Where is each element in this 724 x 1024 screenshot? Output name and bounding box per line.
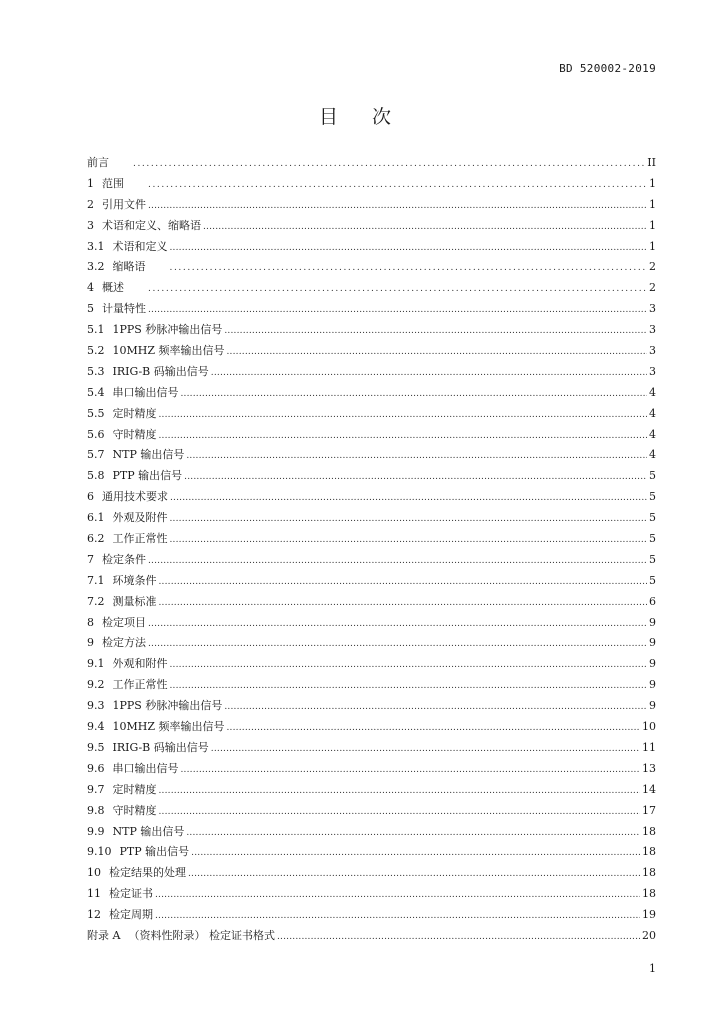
toc-entry-number: 9.5 xyxy=(87,740,105,754)
toc-entry-number: 5.2 xyxy=(87,344,105,358)
toc-entry[interactable] xyxy=(87,446,656,467)
toc-entry-label: 串口输出信号 xyxy=(112,385,179,399)
toc-entry-page: 6 xyxy=(649,594,656,608)
toc-entry[interactable] xyxy=(87,760,656,781)
table-of-contents xyxy=(87,154,656,948)
toc-entry[interactable] xyxy=(87,676,656,697)
toc-entry[interactable] xyxy=(87,906,656,927)
toc-leader-dots xyxy=(170,681,648,691)
toc-entry-number: 5 xyxy=(87,302,94,316)
toc-leader-dots xyxy=(188,869,640,879)
toc-entry-number: 5.3 xyxy=(87,364,105,378)
toc-entry-number: 9.4 xyxy=(87,720,105,734)
toc-leader-dots xyxy=(186,828,640,838)
toc-entry[interactable] xyxy=(87,279,656,300)
toc-entry[interactable] xyxy=(87,217,656,238)
toc-entry[interactable] xyxy=(87,238,656,259)
toc-leader-dots xyxy=(159,786,641,796)
toc-leader-dots xyxy=(148,305,647,315)
toc-entry-page: 5 xyxy=(649,532,656,546)
toc-entry-label: 检定条件 xyxy=(102,552,146,566)
toc-entry-label: 定时精度 xyxy=(112,406,157,420)
toc-entry[interactable] xyxy=(87,718,656,739)
toc-entry-number: 9.7 xyxy=(87,782,105,796)
toc-entry-number: 5.8 xyxy=(87,469,105,483)
toc-entry-label: 10MHZ 频率输出信号 xyxy=(112,720,225,734)
toc-entry[interactable] xyxy=(87,864,656,885)
toc-entry[interactable] xyxy=(87,823,656,844)
toc-entry-label: 1PPS 秒脉冲输出信号 xyxy=(112,699,223,713)
toc-entry-page: 18 xyxy=(642,845,656,859)
toc-entry[interactable] xyxy=(87,467,656,488)
toc-entry-page: 4 xyxy=(649,448,656,462)
toc-entry-page: 11 xyxy=(642,740,656,754)
toc-entry-number: 11 xyxy=(87,887,101,901)
toc-entry-label: 术语和定义 xyxy=(112,239,168,253)
toc-entry-page: 10 xyxy=(642,720,656,734)
toc-entry[interactable] xyxy=(87,781,656,802)
toc-entry-number: 7.1 xyxy=(87,573,105,587)
toc-entry[interactable] xyxy=(87,551,656,572)
toc-leader-dots xyxy=(211,744,640,754)
toc-entry[interactable] xyxy=(87,572,656,593)
toc-entry-label: 概述 xyxy=(102,281,124,295)
toc-leader-dots xyxy=(184,472,647,482)
toc-entry-number: 7 xyxy=(87,552,94,566)
toc-leader-dots xyxy=(170,493,647,503)
toc-entry-number: 6.2 xyxy=(87,532,105,546)
toc-entry[interactable] xyxy=(87,300,656,321)
toc-entry[interactable] xyxy=(87,509,656,530)
toc-entry-page: 3 xyxy=(649,364,656,378)
toc-leader-dots xyxy=(159,807,641,817)
toc-entry-label: NTP 输出信号 xyxy=(112,824,185,838)
toc-leader-dots xyxy=(148,284,647,294)
toc-entry-label: 守时精度 xyxy=(112,427,157,441)
toc-leader-dots xyxy=(170,660,648,670)
toc-entry[interactable] xyxy=(87,885,656,906)
toc-entry[interactable] xyxy=(87,405,656,426)
toc-entry-label: 检定方法 xyxy=(102,636,146,650)
toc-entry-label: 环境条件 xyxy=(112,573,157,587)
toc-entry[interactable] xyxy=(87,739,656,760)
document-code: BD 520002-2019 xyxy=(559,62,656,75)
toc-entry-number: 12 xyxy=(87,908,101,922)
toc-entry-number: 9.1 xyxy=(87,657,105,671)
toc-entry-number: 2 xyxy=(87,197,94,211)
toc-entry-number: 4 xyxy=(87,281,94,295)
toc-entry-page: 5 xyxy=(649,490,656,504)
toc-entry-number: 9.3 xyxy=(87,699,105,713)
toc-entry-page: 18 xyxy=(642,824,656,838)
toc-entry[interactable] xyxy=(87,154,656,175)
toc-entry-page: 9 xyxy=(649,615,656,629)
toc-entry-page: 9 xyxy=(649,678,656,692)
toc-entry-number: 9 xyxy=(87,636,94,650)
toc-entry[interactable] xyxy=(87,258,656,279)
toc-entry-number: 5.7 xyxy=(87,448,105,462)
toc-entry-label: 检定周期 xyxy=(109,908,153,922)
toc-entry-label: 检定结果的处理 xyxy=(109,866,186,880)
toc-entry-label: PTP 输出信号 xyxy=(119,845,190,859)
toc-entry-number: 5.6 xyxy=(87,427,105,441)
toc-entry-label: （资料性附录） 检定证书格式 xyxy=(128,928,275,942)
toc-entry-number: 3.1 xyxy=(87,239,105,253)
toc-leader-dots xyxy=(277,932,640,942)
toc-entry-label: 测量标准 xyxy=(112,594,157,608)
toc-leader-dots xyxy=(170,243,648,253)
toc-entry-label: 工作正常性 xyxy=(112,532,168,546)
toc-entry[interactable] xyxy=(87,488,656,509)
toc-entry-label: 术语和定义、缩略语 xyxy=(102,218,201,232)
toc-entry-page: II xyxy=(647,156,656,169)
toc-entry-page: 20 xyxy=(642,928,656,942)
toc-entry-label: 串口输出信号 xyxy=(112,761,179,775)
toc-entry-number: 5.1 xyxy=(87,323,105,337)
toc-leader-dots xyxy=(133,159,645,169)
toc-entry-page: 19 xyxy=(642,908,656,922)
toc-entry-label: 外观和附件 xyxy=(112,657,168,671)
toc-leader-dots xyxy=(148,619,647,629)
toc-entry-number: 3 xyxy=(87,218,94,232)
toc-entry-page: 9 xyxy=(649,636,656,650)
toc-entry-label: 计量特性 xyxy=(102,302,146,316)
toc-entry-label: 通用技术要求 xyxy=(102,490,168,504)
toc-leader-dots xyxy=(227,723,641,733)
toc-entry-label: 检定项目 xyxy=(102,615,146,629)
toc-leader-dots xyxy=(211,368,647,378)
toc-entry-number: 10 xyxy=(87,866,101,880)
toc-leader-dots xyxy=(203,222,647,232)
toc-entry-label: NTP 输出信号 xyxy=(112,448,185,462)
toc-entry-label: 工作正常性 xyxy=(112,678,168,692)
toc-entry-number: 6 xyxy=(87,490,94,504)
toc-leader-dots xyxy=(170,263,648,273)
toc-entry-label: IRIG-B 码输出信号 xyxy=(112,740,209,754)
toc-entry-number: 7.2 xyxy=(87,594,105,608)
toc-entry[interactable] xyxy=(87,321,656,342)
toc-leader-dots xyxy=(170,535,648,545)
toc-entry-page: 9 xyxy=(649,657,656,671)
toc-entry-number: 3.2 xyxy=(87,260,105,274)
toc-entry[interactable] xyxy=(87,697,656,718)
toc-leader-dots xyxy=(227,347,648,357)
toc-entry[interactable] xyxy=(87,196,656,217)
toc-leader-dots xyxy=(186,451,647,461)
toc-entry-page: 2 xyxy=(649,281,656,295)
toc-entry-page: 4 xyxy=(649,385,656,399)
toc-entry-number: 1 xyxy=(87,176,94,190)
toc-entry-page: 4 xyxy=(649,427,656,441)
toc-entry[interactable] xyxy=(87,655,656,676)
toc-entry-page: 18 xyxy=(642,887,656,901)
toc-entry-page: 3 xyxy=(649,323,656,337)
toc-entry[interactable] xyxy=(87,614,656,635)
toc-entry-number: 9.9 xyxy=(87,824,105,838)
toc-entry-label: 引用文件 xyxy=(102,197,146,211)
toc-entry-page: 5 xyxy=(649,511,656,525)
toc-entry-number: 前言 xyxy=(87,156,109,169)
page-number: 1 xyxy=(649,962,656,975)
toc-entry-page: 18 xyxy=(642,866,656,880)
toc-entry-page: 14 xyxy=(642,782,656,796)
toc-leader-dots xyxy=(155,890,640,900)
toc-entry-number: 9.6 xyxy=(87,761,105,775)
toc-entry-label: 外观及附件 xyxy=(112,511,168,525)
toc-leader-dots xyxy=(224,326,647,336)
toc-entry-page: 3 xyxy=(649,302,656,316)
toc-entry[interactable] xyxy=(87,927,656,948)
toc-entry[interactable] xyxy=(87,802,656,823)
toc-entry-label: 守时精度 xyxy=(112,803,157,817)
toc-entry-page: 2 xyxy=(649,260,656,274)
toc-leader-dots xyxy=(148,556,647,566)
toc-leader-dots xyxy=(159,577,648,587)
toc-entry-number: 附录 A xyxy=(87,928,121,942)
toc-entry-number: 5.4 xyxy=(87,385,105,399)
toc-entry[interactable] xyxy=(87,426,656,447)
toc-leader-dots xyxy=(148,180,647,190)
toc-entry-page: 4 xyxy=(649,406,656,420)
toc-entry-page: 17 xyxy=(642,803,656,817)
toc-entry-page: 5 xyxy=(649,573,656,587)
toc-entry-page: 9 xyxy=(649,699,656,713)
toc-entry-label: IRIG-B 码输出信号 xyxy=(112,364,209,378)
toc-entry-page: 13 xyxy=(642,761,656,775)
toc-entry[interactable] xyxy=(87,593,656,614)
toc-entry-page: 1 xyxy=(649,176,656,190)
toc-entry-label: 10MHZ 频率输出信号 xyxy=(112,344,225,358)
toc-entry-page: 5 xyxy=(649,469,656,483)
toc-leader-dots xyxy=(159,431,648,441)
toc-entry-label: 1PPS 秒脉冲输出信号 xyxy=(112,323,223,337)
toc-leader-dots xyxy=(191,848,640,858)
toc-entry-label: PTP 输出信号 xyxy=(112,469,183,483)
toc-entry-label: 定时精度 xyxy=(112,782,157,796)
toc-entry-page: 1 xyxy=(649,197,656,211)
toc-leader-dots xyxy=(159,598,648,608)
toc-leader-dots xyxy=(181,765,641,775)
page-title: 目 次 xyxy=(318,106,406,128)
toc-entry[interactable] xyxy=(87,363,656,384)
toc-entry-label: 检定证书 xyxy=(109,887,153,901)
toc-entry-number: 8 xyxy=(87,615,94,629)
toc-entry-number: 9.8 xyxy=(87,803,105,817)
toc-entry-number: 9.2 xyxy=(87,678,105,692)
toc-entry[interactable] xyxy=(87,342,656,363)
toc-entry[interactable] xyxy=(87,384,656,405)
toc-leader-dots xyxy=(170,514,648,524)
toc-leader-dots xyxy=(181,389,648,399)
toc-entry-page: 3 xyxy=(649,344,656,358)
toc-leader-dots xyxy=(148,639,647,649)
toc-entry-number: 9.10 xyxy=(87,845,112,859)
toc-entry-label: 缩略语 xyxy=(112,260,146,274)
toc-entry-page: 1 xyxy=(649,218,656,232)
toc-leader-dots xyxy=(159,410,648,420)
toc-entry-label: 范围 xyxy=(102,176,124,190)
toc-entry-page: 5 xyxy=(649,552,656,566)
toc-entry[interactable] xyxy=(87,530,656,551)
toc-entry[interactable] xyxy=(87,634,656,655)
toc-entry-page: 1 xyxy=(649,239,656,253)
toc-leader-dots xyxy=(155,911,640,921)
toc-leader-dots xyxy=(224,702,647,712)
toc-entry-number: 6.1 xyxy=(87,511,105,525)
toc-entry-number: 5.5 xyxy=(87,406,105,420)
toc-entry[interactable] xyxy=(87,843,656,864)
toc-leader-dots xyxy=(148,201,647,211)
toc-entry[interactable] xyxy=(87,175,656,196)
